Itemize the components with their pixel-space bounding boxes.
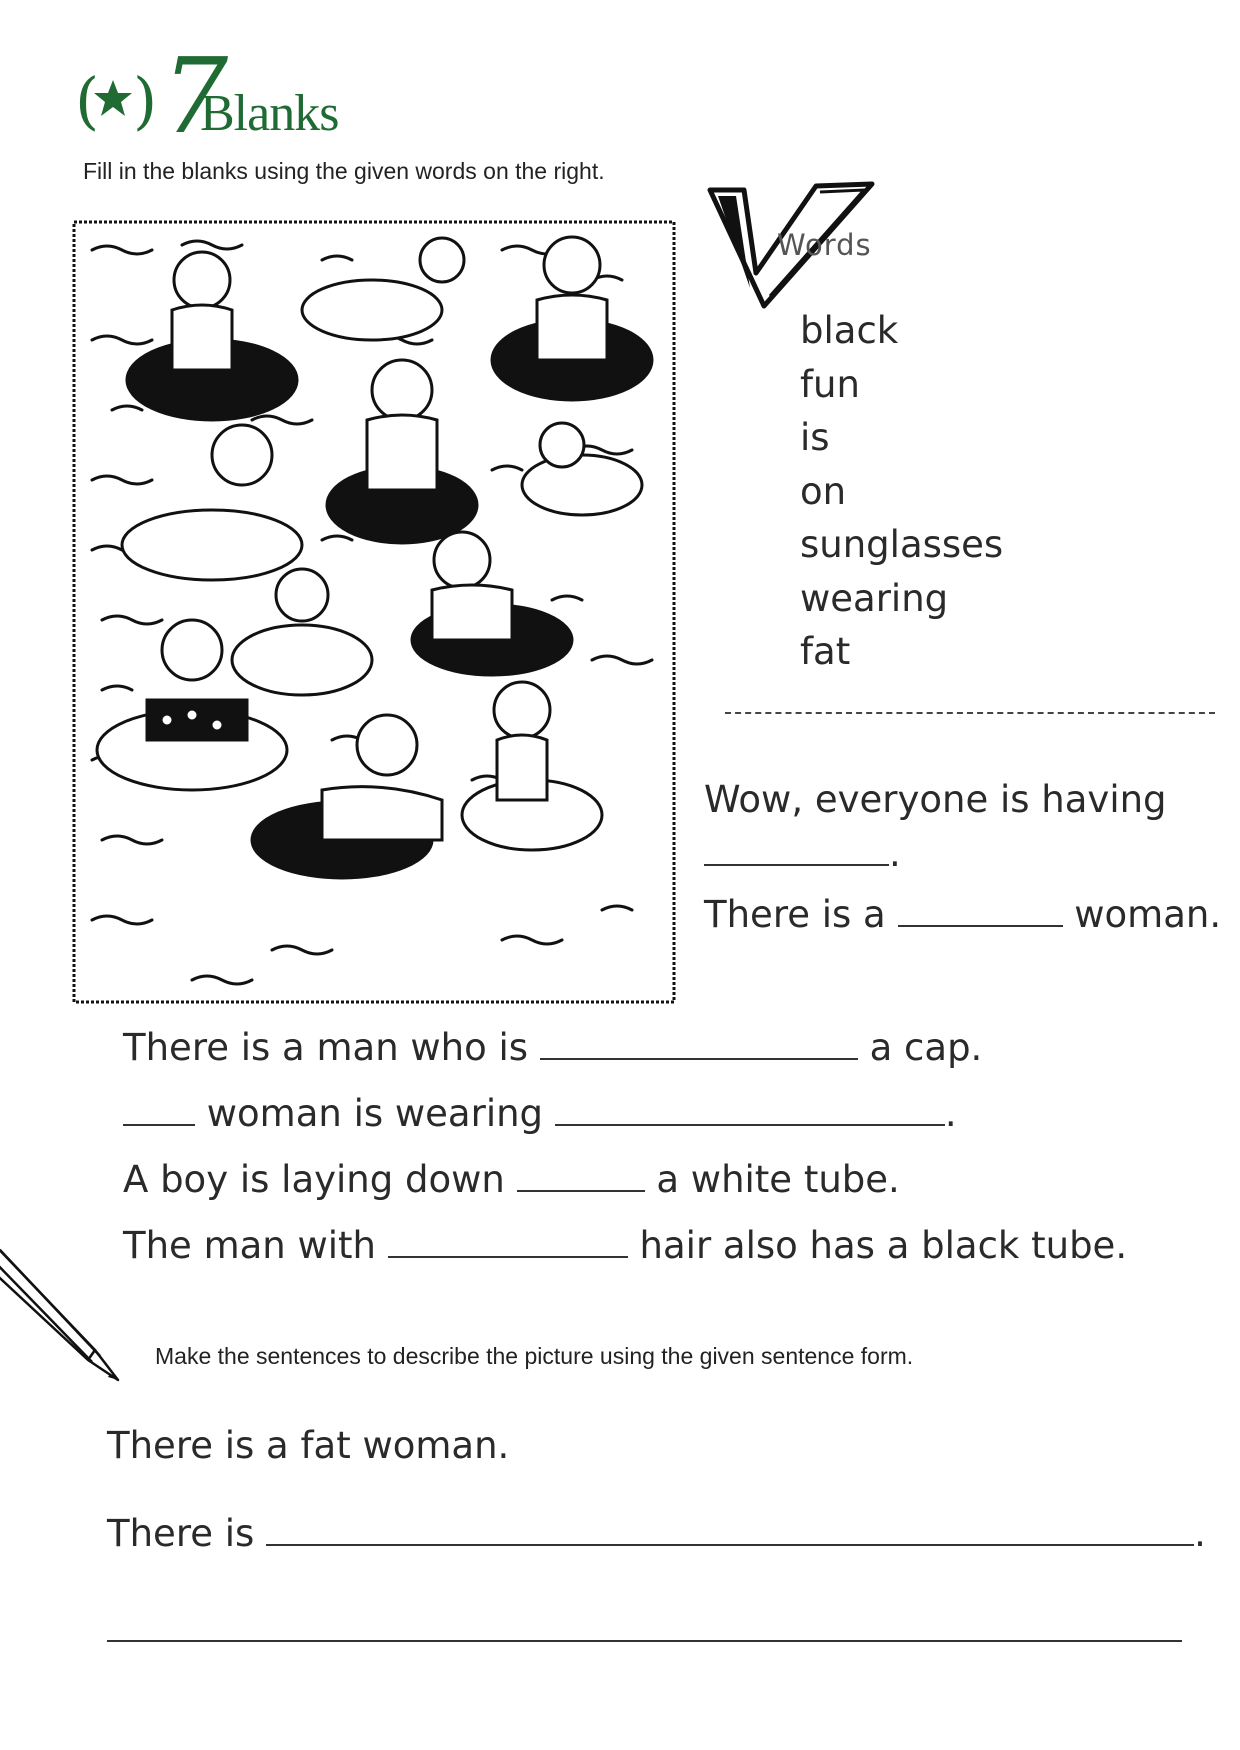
dashed-divider (725, 712, 1215, 714)
fill-instruction: Fill in the blanks using the given words on the right. (83, 158, 605, 184)
word-list (800, 304, 1003, 679)
word-item: fat (800, 630, 851, 673)
practice-prompt-start: There is (107, 1512, 255, 1555)
logo-close-paren: ) (133, 64, 158, 137)
sentence-1-text: Wow, everyone is having (704, 778, 1167, 821)
practice-blank-1[interactable] (266, 1543, 1194, 1546)
blank-4a[interactable] (123, 1123, 195, 1126)
sentence-6-start: The man with (123, 1224, 377, 1267)
sentence-6-end: hair also has a black tube. (639, 1224, 1128, 1267)
word-item: fun (800, 362, 860, 406)
blank-5[interactable] (517, 1189, 645, 1192)
sentence-6 (123, 1224, 1127, 1268)
blank-2[interactable] (898, 924, 1063, 927)
sentence-4 (123, 1092, 957, 1136)
practice-prompt (107, 1512, 1206, 1556)
sentence-3-start: There is a man who is (123, 1026, 529, 1069)
sentence-4-end: . (944, 1092, 957, 1135)
practice-prompt-end: . (1194, 1512, 1206, 1555)
star-icon (93, 78, 133, 118)
example-sentence: There is a fat woman. (107, 1424, 510, 1467)
logo-number: 7 (162, 35, 229, 157)
blank-1[interactable] (704, 863, 889, 866)
word-item: wearing (800, 576, 949, 620)
blank-3[interactable] (540, 1057, 858, 1060)
sentence-3 (123, 1026, 982, 1070)
word-item: black (800, 309, 899, 352)
words-heading: Words (777, 228, 872, 262)
sentence-1-blank-line (704, 832, 901, 876)
logo-title: Blanks (200, 85, 339, 142)
swimmers-illustration (72, 220, 676, 1004)
blank-4b[interactable] (555, 1123, 945, 1126)
sentence-2-start: There is a (704, 893, 886, 936)
logo-open-paren: ( (75, 64, 100, 137)
sentence-5-end: a white tube. (656, 1158, 900, 1201)
pencil-icon (0, 1210, 180, 1395)
practice-instruction: Make the sentences to describe the picture using the given sentence form. (155, 1343, 914, 1369)
sentence-1-end: . (889, 832, 901, 875)
sentence-5-start: A boy is laying down (123, 1158, 505, 1201)
word-item: on (800, 469, 847, 513)
sentence-2-end: woman. (1074, 893, 1222, 936)
section-logo (75, 35, 395, 157)
word-item: is (800, 416, 830, 459)
sentence-5 (123, 1158, 900, 1202)
sentence-1 (704, 778, 1167, 822)
sentence-4-mid: woman is wearing (206, 1092, 544, 1135)
word-item: sunglasses (800, 523, 1004, 566)
sentence-2 (704, 893, 1221, 937)
sentence-3-end: a cap. (869, 1026, 983, 1069)
practice-blank-2[interactable] (107, 1640, 1182, 1642)
blank-6[interactable] (388, 1255, 628, 1258)
